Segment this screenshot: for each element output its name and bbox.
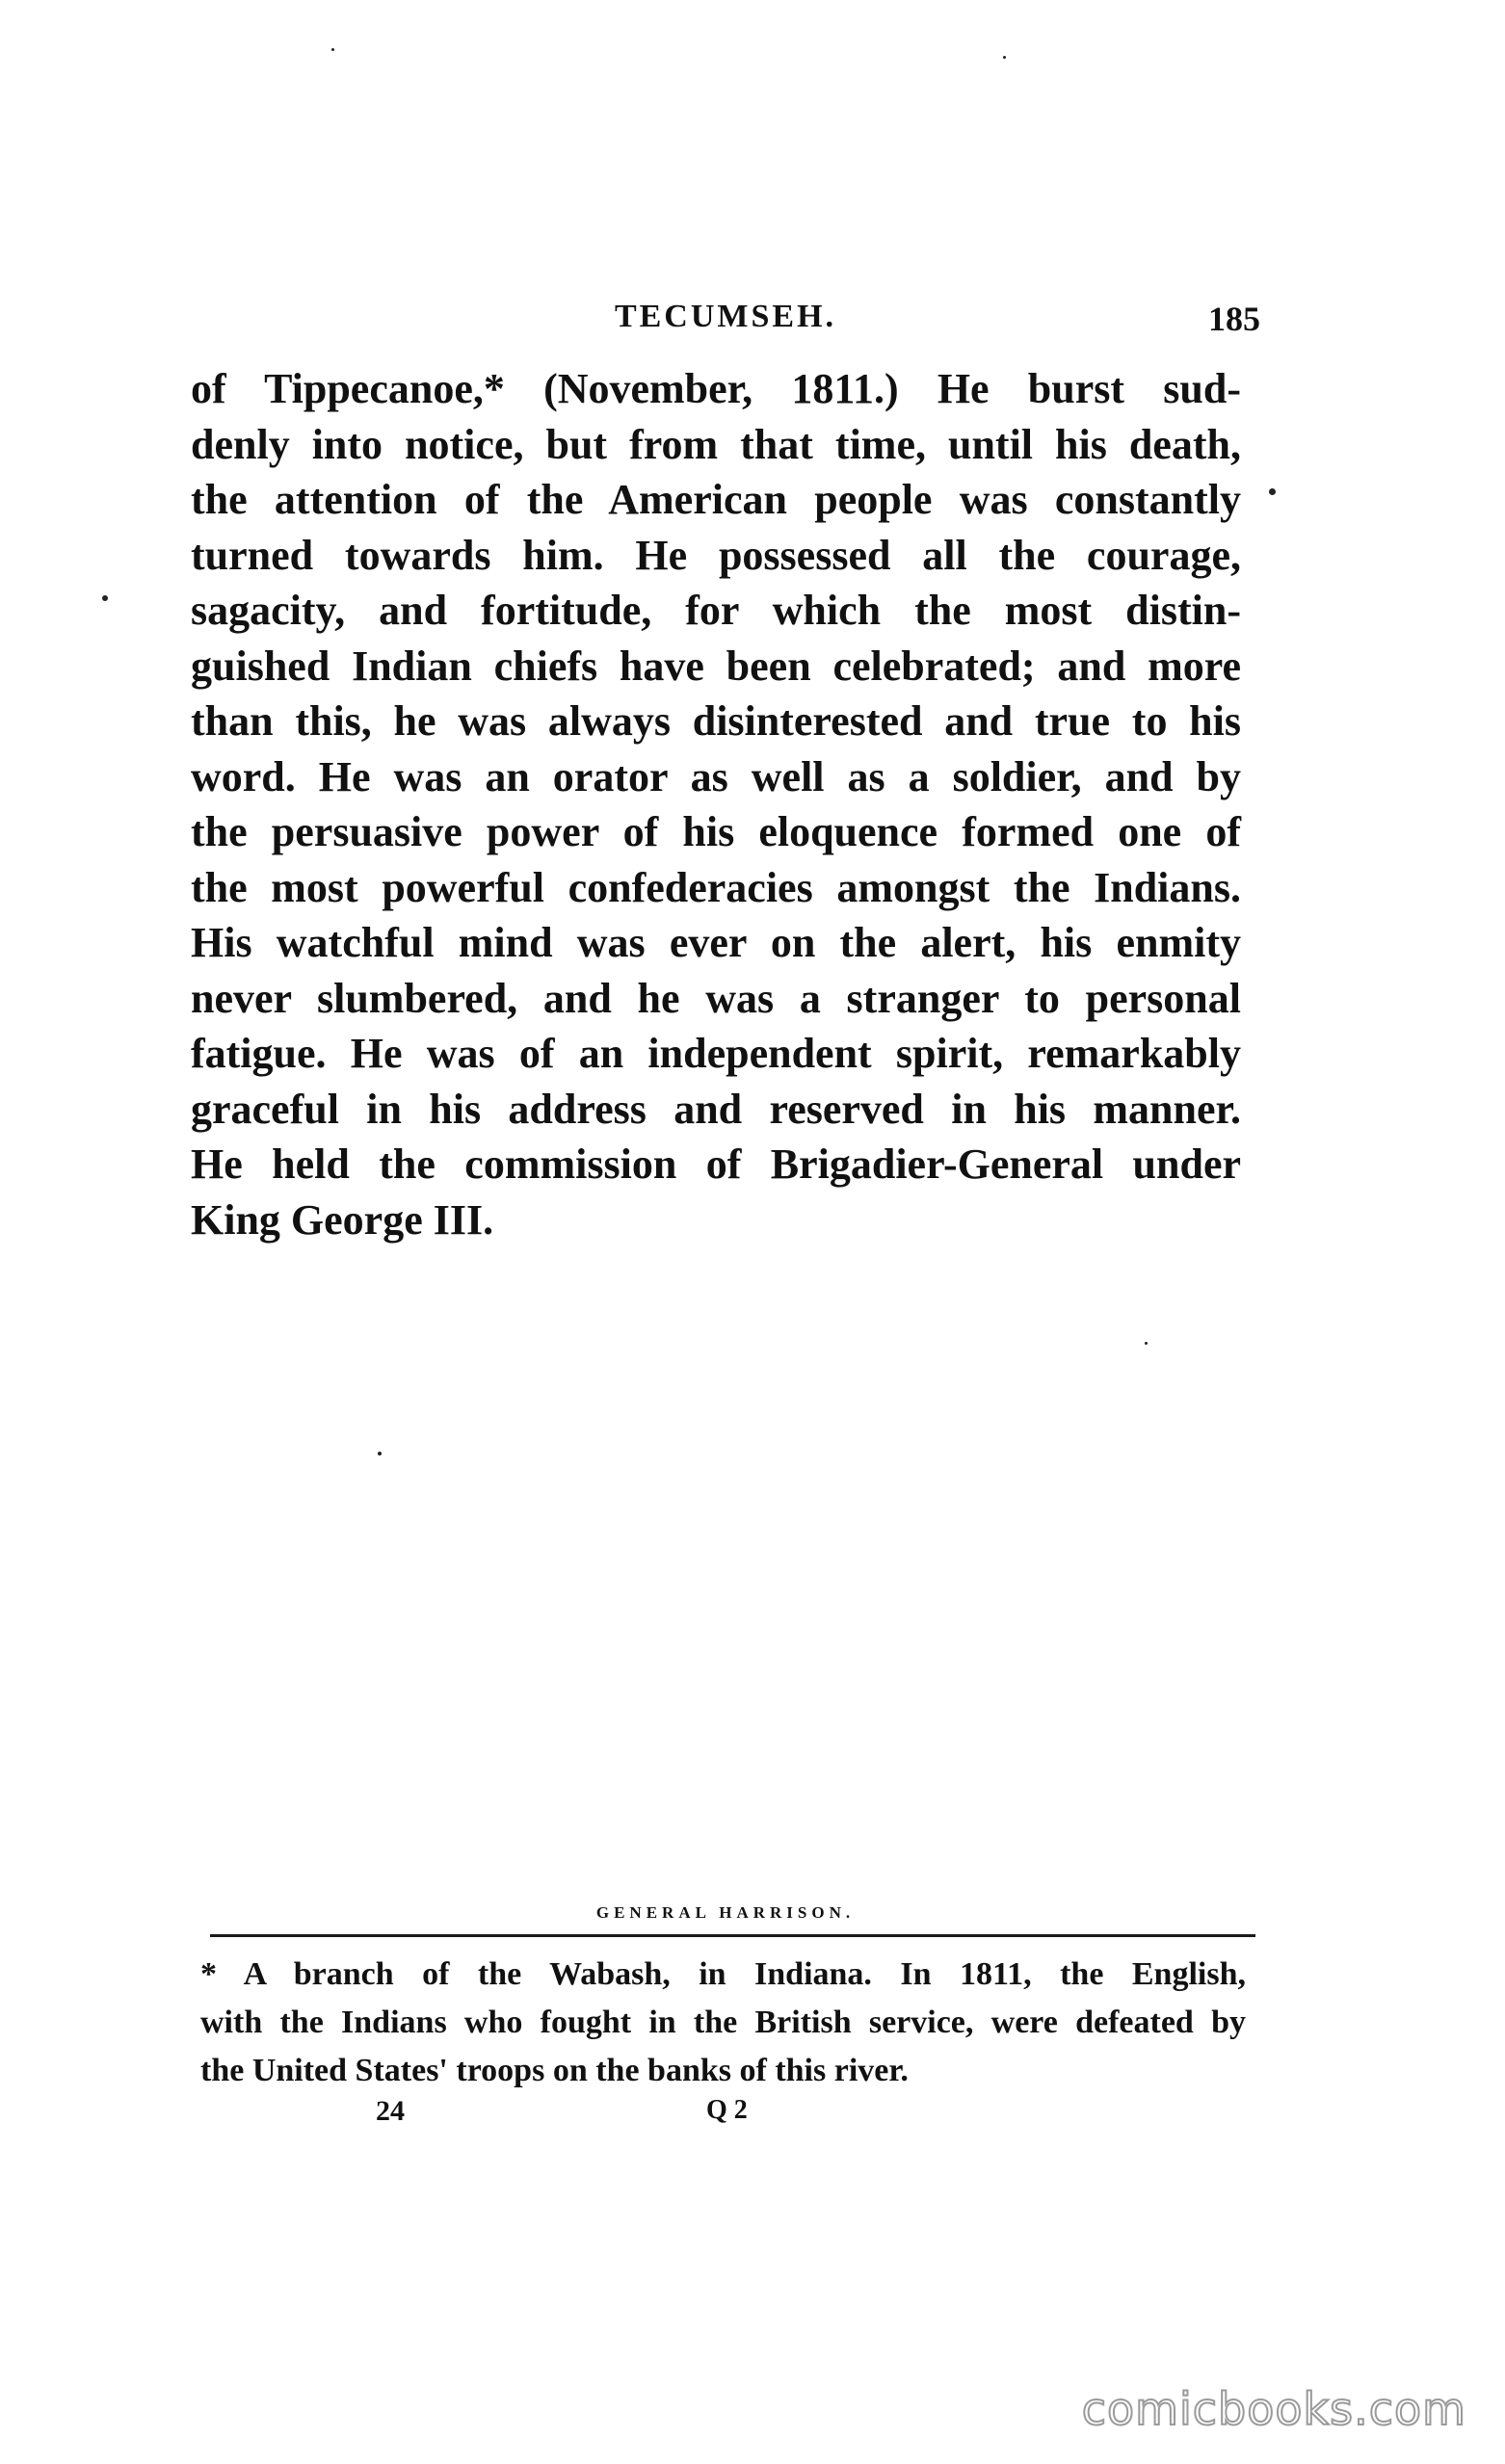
page-number: 185 <box>1208 300 1260 338</box>
body-line: He held the commission of Brigadier-General under <box>191 1140 1241 1188</box>
sheet-mark: Q 2 <box>706 2095 748 2125</box>
body-line: of Tippecanoe,* (November, 1811.) He burst sud- <box>191 365 1241 412</box>
footnote <box>200 1951 1246 2095</box>
body-line: turned towards him. He possessed all the courage, <box>191 531 1241 579</box>
scan-speck <box>1003 56 1006 59</box>
body-line: graceful in his address and reserved in his manner. <box>191 1085 1241 1133</box>
running-title: TECUMSEH. <box>614 299 837 334</box>
body-line: King George III. <box>191 1195 494 1244</box>
footnote-rule <box>210 1934 1255 1937</box>
body-line: sagacity, and fortitude, for which the most distin- <box>191 587 1241 634</box>
scan-speck <box>102 595 108 601</box>
body-line: denly into notice, but from that time, until his death, <box>191 420 1241 468</box>
body-line: the attention of the American people was constantly <box>191 476 1241 523</box>
scan-speck <box>378 1452 382 1455</box>
body-paragraph <box>191 361 1241 1247</box>
scan-speck <box>331 48 334 51</box>
body-line: His watchful mind was ever on the alert, his enmity <box>191 919 1241 966</box>
body-line: fatigue. He was of an independent spirit, remarkably <box>191 1030 1241 1077</box>
body-line: than this, he was always disinterested and true to his <box>191 697 1241 745</box>
body-line: the persuasive power of his eloquence formed one of <box>191 808 1241 855</box>
watermark: comicbooks.com <box>1081 2383 1466 2435</box>
footnote-line: the United States' troops on the banks of this river. <box>200 2053 909 2088</box>
body-line: never slumbered, and he was a stranger to personal <box>191 974 1241 1022</box>
footnote-line: * A branch of the Wabash, in Indiana. In 1811, the English, <box>200 1956 1246 1992</box>
scan-speck <box>1145 1342 1148 1345</box>
signature-mark: 24 <box>376 2095 405 2127</box>
scan-speck <box>1269 488 1276 495</box>
page-header <box>191 299 1260 347</box>
illustration-caption: GENERAL HARRISON. <box>595 1903 856 1922</box>
footnote-line: with the Indians who fought in the British service, were defeated by <box>200 2005 1246 2040</box>
body-line: guished Indian chiefs have been celebrated; and more <box>191 642 1241 690</box>
body-line: word. He was an orator as well as a soldier, and by <box>191 752 1241 800</box>
body-line: the most powerful confederacies amongst the Indians. <box>191 863 1241 911</box>
